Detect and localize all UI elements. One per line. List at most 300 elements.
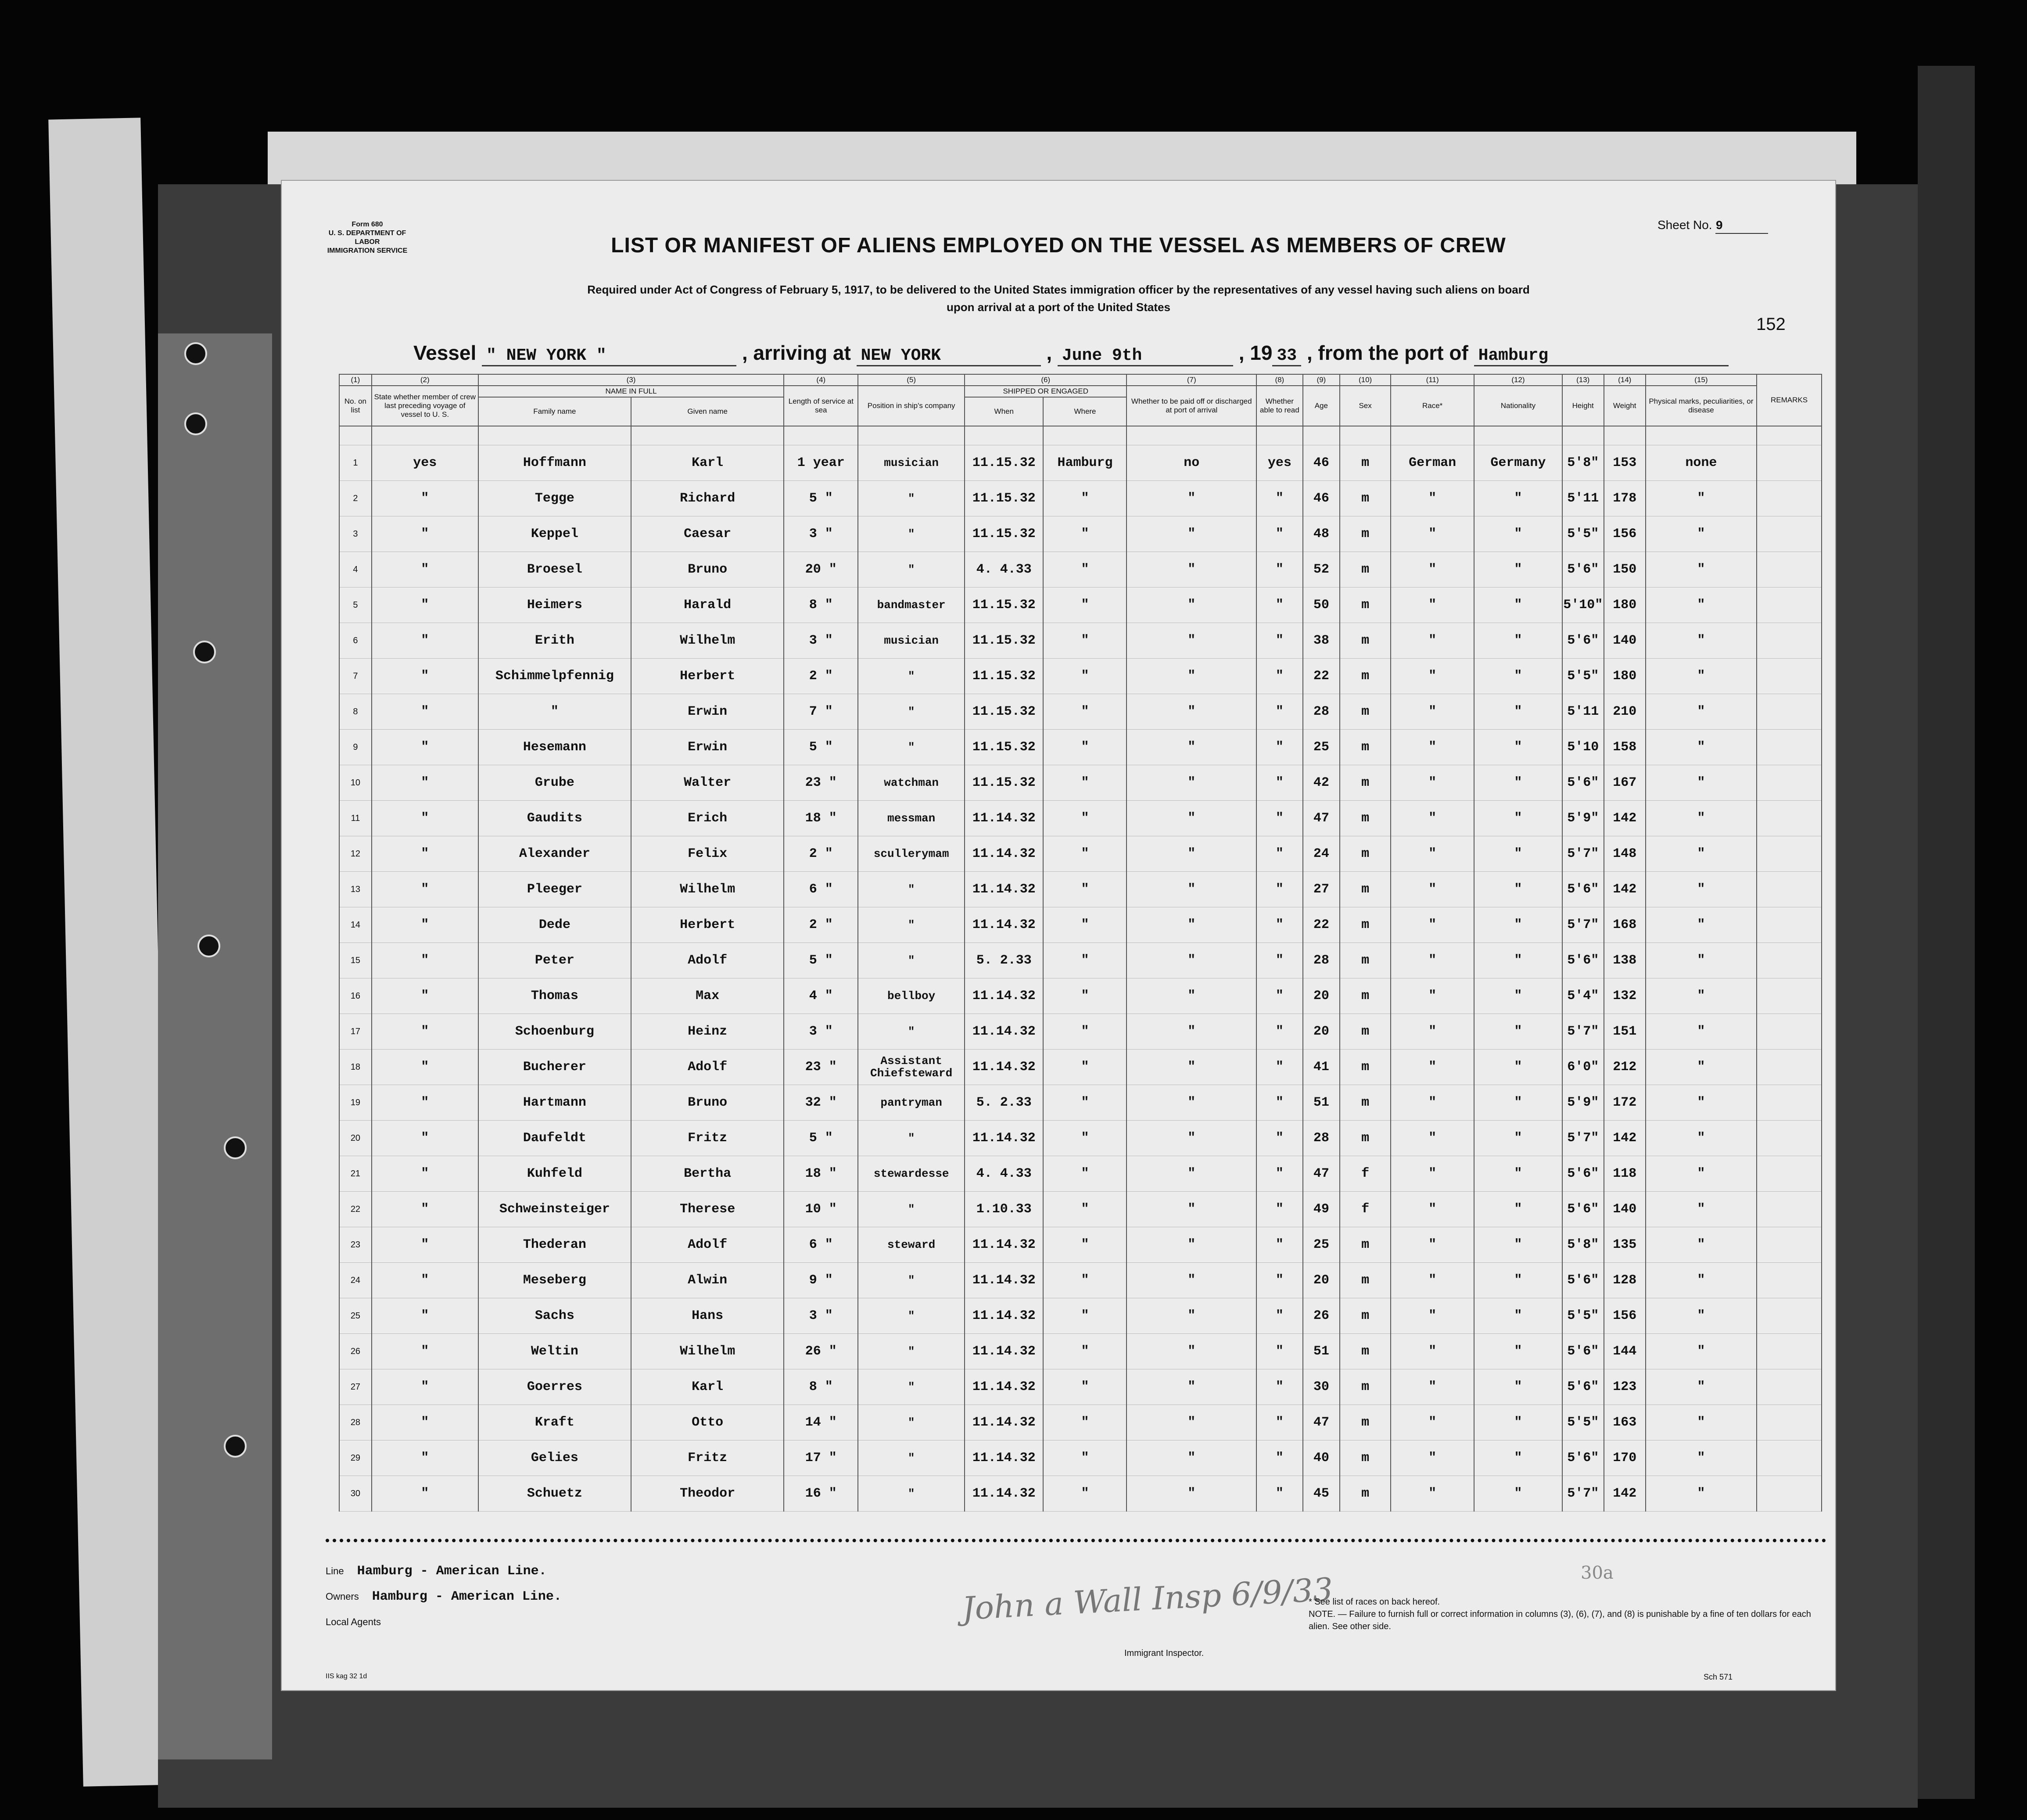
race: German [1391, 445, 1474, 481]
able-to-read: " [1256, 1156, 1303, 1192]
sex: m [1340, 1298, 1391, 1334]
weight: 123 [1604, 1369, 1646, 1405]
sex: m [1340, 1405, 1391, 1440]
paid-off: " [1127, 1476, 1256, 1512]
crew-row [339, 1263, 1822, 1298]
nationality: " [1474, 1298, 1562, 1334]
shipped-where: " [1043, 1050, 1127, 1085]
race: " [1391, 872, 1474, 907]
physical-marks: " [1646, 801, 1757, 836]
shipped-where: " [1043, 1440, 1127, 1476]
shipped-when: 11.14.32 [965, 1298, 1043, 1334]
row-number: 25 [339, 1298, 372, 1334]
physical-marks: " [1646, 1050, 1757, 1085]
physical-marks: " [1646, 552, 1757, 588]
crew-row [339, 1192, 1822, 1227]
shipped-where: " [1043, 1156, 1127, 1192]
height: 5'9" [1562, 801, 1604, 836]
able-to-read: " [1256, 872, 1303, 907]
race: " [1391, 907, 1474, 943]
shipped-where: " [1043, 1476, 1127, 1512]
position: " [858, 730, 965, 765]
prev-voyage: " [372, 1298, 478, 1334]
sex: m [1340, 659, 1391, 694]
prev-voyage: " [372, 694, 478, 730]
header-row [339, 386, 1822, 397]
shipped-where: " [1043, 516, 1127, 552]
shipped-when: 11.14.32 [965, 978, 1043, 1014]
line-field [326, 1558, 562, 1584]
footnotes [1309, 1596, 1813, 1633]
shipped-where: " [1043, 588, 1127, 623]
age: 28 [1303, 943, 1340, 978]
header-given: Given name [631, 397, 784, 426]
shipped-when: 11.14.32 [965, 1405, 1043, 1440]
given-name: Adolf [631, 1227, 784, 1263]
row-number: 10 [339, 765, 372, 801]
physical-marks: " [1646, 1014, 1757, 1050]
nationality: " [1474, 1476, 1562, 1512]
paid-off: " [1127, 978, 1256, 1014]
remarks [1757, 978, 1822, 1014]
crew-row [339, 588, 1822, 623]
col-num: (3) [478, 374, 784, 386]
subtitle-line: upon arrival at a port of the United States [947, 301, 1170, 314]
remarks [1757, 694, 1822, 730]
age: 40 [1303, 1440, 1340, 1476]
shipped-where: " [1043, 1298, 1127, 1334]
shipped-where: " [1043, 801, 1127, 836]
weight: 148 [1604, 836, 1646, 872]
weight: 142 [1604, 872, 1646, 907]
col-num: (1) [339, 374, 372, 386]
position: steward [858, 1227, 965, 1263]
age: 51 [1303, 1334, 1340, 1369]
position: bellboy [858, 978, 965, 1014]
shipped-where: " [1043, 1192, 1127, 1227]
page-number: 152 [1756, 315, 1786, 334]
crew-row [339, 836, 1822, 872]
able-to-read: " [1256, 552, 1303, 588]
row-number: 22 [339, 1192, 372, 1227]
paid-off: " [1127, 516, 1256, 552]
service-length: 6 " [784, 872, 858, 907]
crew-row [339, 623, 1822, 659]
row-number: 18 [339, 1050, 372, 1085]
shipped-when: 11.14.32 [965, 1440, 1043, 1476]
row-number: 9 [339, 730, 372, 765]
prev-voyage: " [372, 765, 478, 801]
paid-off: " [1127, 1014, 1256, 1050]
service: IMMIGRATION SERVICE [327, 247, 408, 254]
row-number: 1 [339, 445, 372, 481]
nationality: " [1474, 1405, 1562, 1440]
height: 5'5" [1562, 1405, 1604, 1440]
position: " [858, 1014, 965, 1050]
shipped-when: 11.14.32 [965, 872, 1043, 907]
race: " [1391, 1298, 1474, 1334]
position: stewardesse [858, 1156, 965, 1192]
right-page-edge [1918, 66, 1975, 1799]
age: 27 [1303, 872, 1340, 907]
physical-marks: " [1646, 1263, 1757, 1298]
weight: 158 [1604, 730, 1646, 765]
page-title: LIST OR MANIFEST OF ALIENS EMPLOYED ON THE VESSEL AS MEMBERS OF CREW [611, 234, 1506, 257]
position: " [858, 1369, 965, 1405]
crew-row [339, 1440, 1822, 1476]
punch-hole [224, 1136, 247, 1159]
weight: 156 [1604, 1298, 1646, 1334]
prev-voyage: " [372, 1014, 478, 1050]
sex: m [1340, 1085, 1391, 1121]
col-num: (6) [965, 374, 1127, 386]
prev-voyage: " [372, 943, 478, 978]
nationality: " [1474, 1014, 1562, 1050]
shipped-when: 11.14.32 [965, 836, 1043, 872]
age: 46 [1303, 481, 1340, 516]
shipped-where: Hamburg [1043, 445, 1127, 481]
prev-voyage: " [372, 1085, 478, 1121]
remarks [1757, 765, 1822, 801]
paid-off: " [1127, 1050, 1256, 1085]
able-to-read: " [1256, 1085, 1303, 1121]
row-number: 13 [339, 872, 372, 907]
paid-off: " [1127, 1227, 1256, 1263]
sex: m [1340, 588, 1391, 623]
nationality: " [1474, 730, 1562, 765]
physical-marks: " [1646, 694, 1757, 730]
able-to-read: " [1256, 694, 1303, 730]
vessel-line: Vessel " NEW YORK " , arriving at NEW YORK , June 9th , 19 33 , from the port of Hamburg [413, 341, 1796, 366]
row-number: 23 [339, 1227, 372, 1263]
service-length: 23 " [784, 765, 858, 801]
weight: 170 [1604, 1440, 1646, 1476]
arrival-year: 33 [1272, 346, 1301, 366]
physical-marks: " [1646, 730, 1757, 765]
age: 22 [1303, 659, 1340, 694]
row-number: 12 [339, 836, 372, 872]
sex: m [1340, 445, 1391, 481]
weight: 178 [1604, 481, 1646, 516]
remarks [1757, 907, 1822, 943]
remarks [1757, 943, 1822, 978]
physical-marks: " [1646, 765, 1757, 801]
crew-row [339, 694, 1822, 730]
prev-voyage: " [372, 1192, 478, 1227]
shipped-when: 11.14.32 [965, 907, 1043, 943]
able-to-read: yes [1256, 445, 1303, 481]
sex: m [1340, 765, 1391, 801]
sex: m [1340, 1334, 1391, 1369]
owners-field [326, 1584, 562, 1609]
weight: 144 [1604, 1334, 1646, 1369]
family-name: Weltin [478, 1334, 631, 1369]
race: " [1391, 694, 1474, 730]
nationality: " [1474, 1440, 1562, 1476]
given-name: Erich [631, 801, 784, 836]
sex: m [1340, 872, 1391, 907]
sheet-number [1657, 218, 1768, 234]
position: " [858, 1192, 965, 1227]
nationality: " [1474, 801, 1562, 836]
height: 5'10 [1562, 730, 1604, 765]
position: " [858, 1334, 965, 1369]
shipped-where: " [1043, 730, 1127, 765]
row-number: 5 [339, 588, 372, 623]
service-length: 18 " [784, 801, 858, 836]
position: musician [858, 623, 965, 659]
able-to-read: " [1256, 1298, 1303, 1334]
given-name: Adolf [631, 943, 784, 978]
shipped-when: 11.15.32 [965, 659, 1043, 694]
race: " [1391, 1334, 1474, 1369]
crew-row [339, 872, 1822, 907]
able-to-read: " [1256, 1192, 1303, 1227]
paid-off: " [1127, 872, 1256, 907]
prev-voyage: " [372, 588, 478, 623]
position: " [858, 1440, 965, 1476]
sex: m [1340, 694, 1391, 730]
shipped-where: " [1043, 1014, 1127, 1050]
service-length: 5 " [784, 730, 858, 765]
race: " [1391, 1156, 1474, 1192]
row-number: 16 [339, 978, 372, 1014]
height: 5'6" [1562, 1263, 1604, 1298]
physical-marks: " [1646, 1298, 1757, 1334]
physical-marks: " [1646, 1121, 1757, 1156]
given-name: Karl [631, 1369, 784, 1405]
row-number: 15 [339, 943, 372, 978]
sex: m [1340, 1014, 1391, 1050]
prev-voyage: " [372, 1476, 478, 1512]
family-name: Keppel [478, 516, 631, 552]
nationality: " [1474, 1156, 1562, 1192]
race: " [1391, 1476, 1474, 1512]
owners-value: Hamburg - American Line. [372, 1589, 562, 1604]
shipped-when: 11.14.32 [965, 801, 1043, 836]
row-number: 20 [339, 1121, 372, 1156]
physical-marks: " [1646, 943, 1757, 978]
service-length: 2 " [784, 907, 858, 943]
header-race: Race* [1391, 386, 1474, 426]
weight: 210 [1604, 694, 1646, 730]
service-length: 32 " [784, 1085, 858, 1121]
family-name: Daufeldt [478, 1121, 631, 1156]
nationality: " [1474, 943, 1562, 978]
physical-marks: " [1646, 1192, 1757, 1227]
given-name: Hans [631, 1298, 784, 1334]
weight: 142 [1604, 1121, 1646, 1156]
nationality: " [1474, 481, 1562, 516]
physical-marks: " [1646, 659, 1757, 694]
header-weight: Weight [1604, 386, 1646, 426]
shipped-when: 11.15.32 [965, 516, 1043, 552]
family-name: Heimers [478, 588, 631, 623]
shipped-when: 11.15.32 [965, 765, 1043, 801]
row-number: 21 [339, 1156, 372, 1192]
remarks [1757, 730, 1822, 765]
perforation-line [326, 1539, 1826, 1542]
height: 5'7" [1562, 1014, 1604, 1050]
service-length: 6 " [784, 1227, 858, 1263]
service-length: 4 " [784, 978, 858, 1014]
age: 30 [1303, 1369, 1340, 1405]
crew-row [339, 1405, 1822, 1440]
remarks [1757, 1405, 1822, 1440]
given-name: Wilhelm [631, 1334, 784, 1369]
given-name: Bruno [631, 1085, 784, 1121]
print-code: IIS kag 32 1d [326, 1673, 367, 1680]
service-length: 26 " [784, 1334, 858, 1369]
physical-marks: " [1646, 836, 1757, 872]
row-number: 2 [339, 481, 372, 516]
remarks [1757, 1085, 1822, 1121]
height: 5'6" [1562, 1192, 1604, 1227]
row-number: 3 [339, 516, 372, 552]
crew-row [339, 516, 1822, 552]
prev-voyage: " [372, 552, 478, 588]
height: 5'5" [1562, 659, 1604, 694]
able-to-read: " [1256, 588, 1303, 623]
position: " [858, 1121, 965, 1156]
service-length: 17 " [784, 1440, 858, 1476]
sex: m [1340, 623, 1391, 659]
paid-off: " [1127, 1369, 1256, 1405]
sheet-label: Sheet No. [1657, 218, 1712, 232]
family-name: Kuhfeld [478, 1156, 631, 1192]
crew-row [339, 445, 1822, 481]
crew-row [339, 552, 1822, 588]
paid-off: " [1127, 730, 1256, 765]
given-name: Alwin [631, 1263, 784, 1298]
col-num: (11) [1391, 374, 1474, 386]
age: 50 [1303, 588, 1340, 623]
shipped-where: " [1043, 1121, 1127, 1156]
able-to-read: " [1256, 1334, 1303, 1369]
sex: m [1340, 1263, 1391, 1298]
family-name: Schuetz [478, 1476, 631, 1512]
sex: m [1340, 1369, 1391, 1405]
header-paid-off: Whether to be paid off or discharged at port of arrival [1127, 386, 1256, 426]
inspector-signature: John a Wall Insp 6/9/33 [961, 1570, 1334, 1627]
vessel-label: Vessel [413, 341, 477, 364]
remarks [1757, 1263, 1822, 1298]
age: 26 [1303, 1298, 1340, 1334]
position: " [858, 1298, 965, 1334]
position: scullerymam [858, 836, 965, 872]
shipped-where: " [1043, 552, 1127, 588]
shipped-when: 11.14.32 [965, 1334, 1043, 1369]
shipped-where: " [1043, 872, 1127, 907]
shipped-when: 4. 4.33 [965, 552, 1043, 588]
family-name: Pleeger [478, 872, 631, 907]
header-physical: Physical marks, peculiarities, or disease [1646, 386, 1757, 426]
position: " [858, 1476, 965, 1512]
race: " [1391, 552, 1474, 588]
departure-port: Hamburg [1474, 346, 1729, 366]
age: 20 [1303, 1014, 1340, 1050]
nationality: " [1474, 907, 1562, 943]
service-length: 8 " [784, 588, 858, 623]
prev-voyage: " [372, 481, 478, 516]
sex: m [1340, 943, 1391, 978]
family-name: Thederan [478, 1227, 631, 1263]
crew-row [339, 1050, 1822, 1085]
punch-hole [224, 1435, 247, 1458]
prev-voyage: " [372, 1156, 478, 1192]
paid-off: " [1127, 552, 1256, 588]
height: 5'6" [1562, 1334, 1604, 1369]
physical-marks: " [1646, 1334, 1757, 1369]
header-prev-voyage: State whether member of crew last preceding voyage of vessel to U. S. [372, 386, 478, 426]
crew-row [339, 907, 1822, 943]
able-to-read: " [1256, 978, 1303, 1014]
height: 5'7" [1562, 1476, 1604, 1512]
row-number: 11 [339, 801, 372, 836]
paid-off: " [1127, 1085, 1256, 1121]
paid-off: " [1127, 801, 1256, 836]
prev-voyage: " [372, 1369, 478, 1405]
age: 22 [1303, 907, 1340, 943]
nationality: " [1474, 1369, 1562, 1405]
physical-marks: " [1646, 907, 1757, 943]
header-nationality: Nationality [1474, 386, 1562, 426]
service-length: 8 " [784, 1369, 858, 1405]
row-number: 14 [339, 907, 372, 943]
crew-row [339, 1369, 1822, 1405]
given-name: Max [631, 978, 784, 1014]
able-to-read: " [1256, 516, 1303, 552]
remarks [1757, 552, 1822, 588]
physical-marks: none [1646, 445, 1757, 481]
row-number: 27 [339, 1369, 372, 1405]
remarks [1757, 516, 1822, 552]
paid-off: " [1127, 694, 1256, 730]
sex: m [1340, 836, 1391, 872]
nationality: " [1474, 1121, 1562, 1156]
paid-off: " [1127, 1298, 1256, 1334]
from-label: , from the port of [1306, 341, 1468, 364]
nationality: " [1474, 836, 1562, 872]
given-name: Bruno [631, 552, 784, 588]
service-length: 5 " [784, 481, 858, 516]
height: 5'5" [1562, 1298, 1604, 1334]
physical-marks: " [1646, 1227, 1757, 1263]
shipped-when: 11.15.32 [965, 623, 1043, 659]
race: " [1391, 1121, 1474, 1156]
col-num: (14) [1604, 374, 1646, 386]
shipped-where: " [1043, 1405, 1127, 1440]
crew-row [339, 1014, 1822, 1050]
family-name: Hoffmann [478, 445, 631, 481]
age: 20 [1303, 978, 1340, 1014]
shipped-when: 4. 4.33 [965, 1156, 1043, 1192]
age: 24 [1303, 836, 1340, 872]
nationality: " [1474, 1192, 1562, 1227]
remarks [1757, 872, 1822, 907]
nationality: " [1474, 872, 1562, 907]
crew-row [339, 1121, 1822, 1156]
physical-marks: " [1646, 516, 1757, 552]
service-length: 5 " [784, 943, 858, 978]
age: 28 [1303, 694, 1340, 730]
sex: m [1340, 907, 1391, 943]
able-to-read: " [1256, 1440, 1303, 1476]
col-num: (4) [784, 374, 858, 386]
weight: 150 [1604, 552, 1646, 588]
crew-row [339, 1227, 1822, 1263]
race: " [1391, 730, 1474, 765]
